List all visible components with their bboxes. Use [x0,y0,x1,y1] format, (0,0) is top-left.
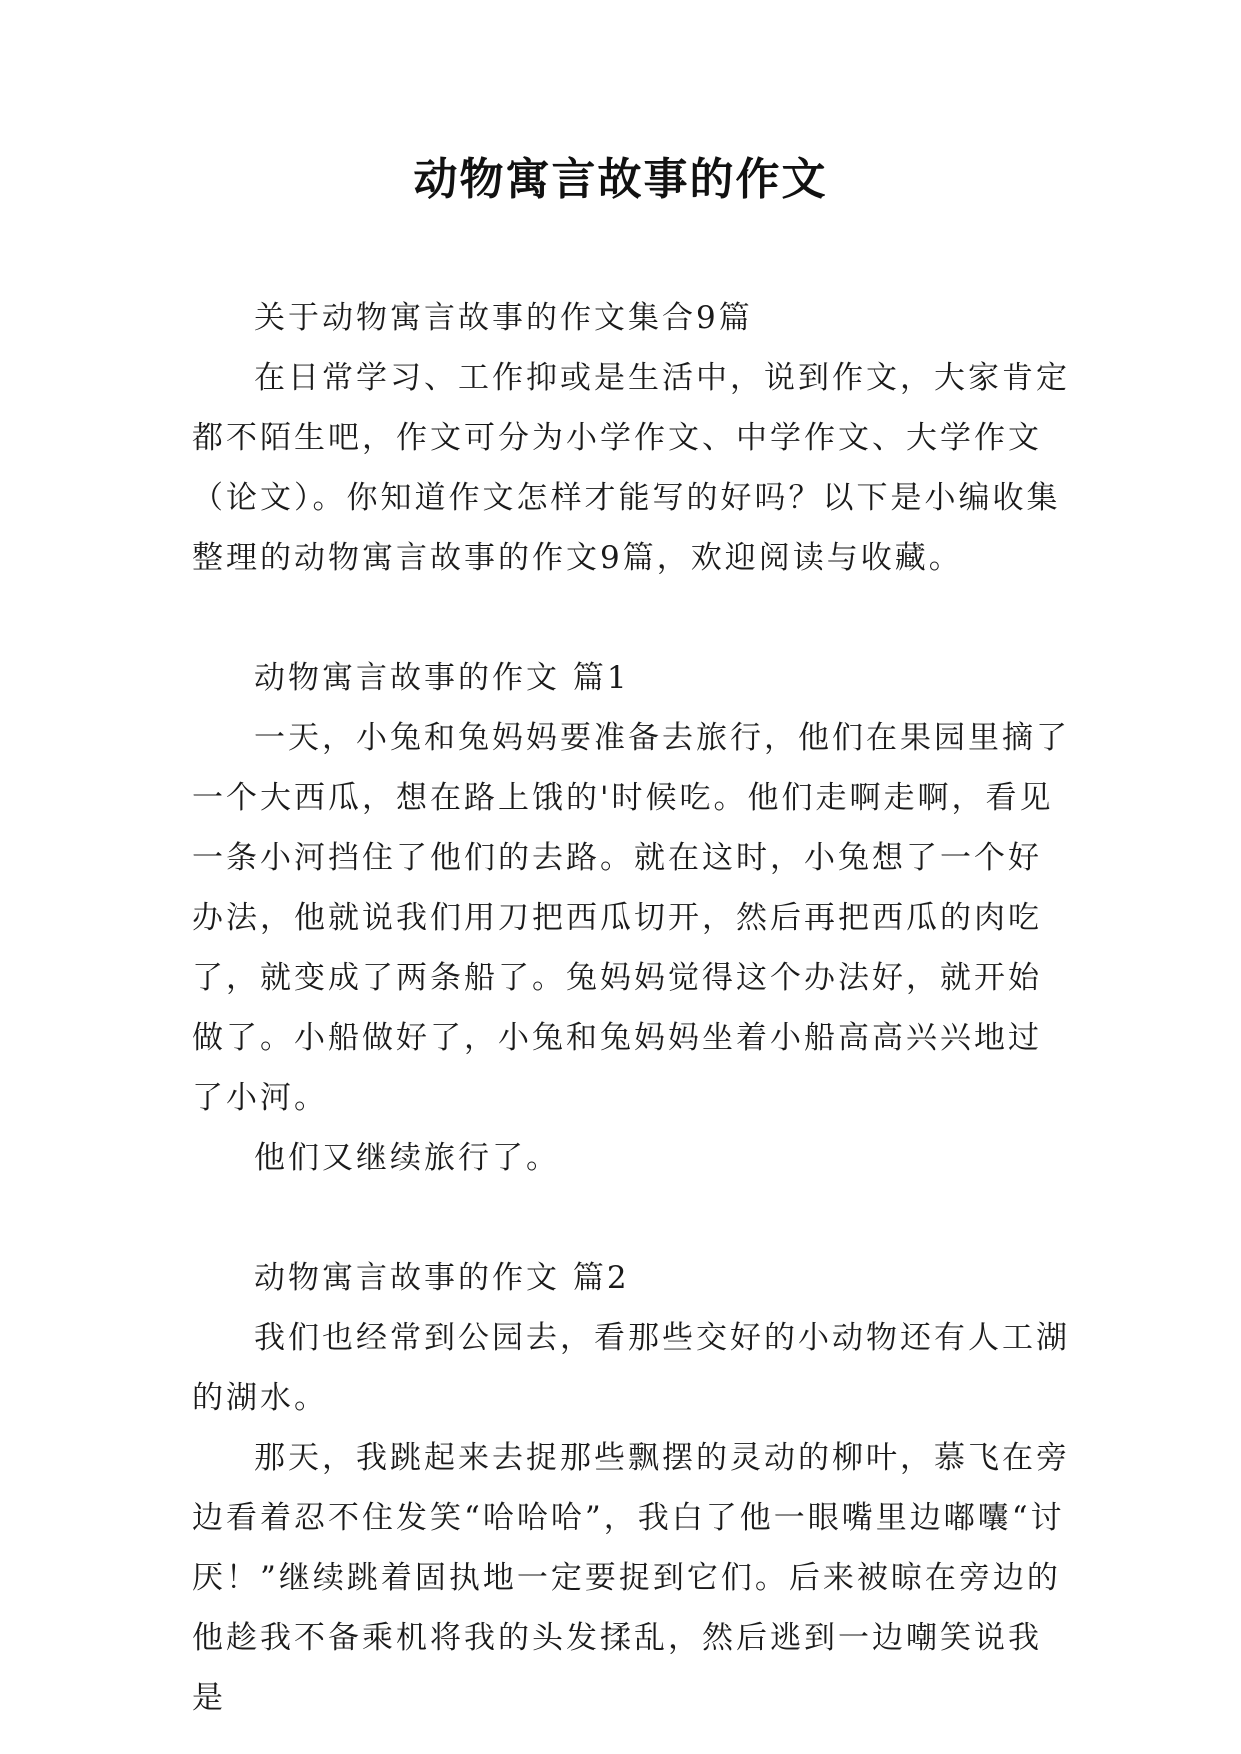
section-1-paragraph-2: 他们又继续旅行了。 [254,1140,560,1176]
intro-paragraph: 在日常学习、工作抑或是生活中，说到作文，大家肯定都不陌生吧，作文可分为小学作文、中学作文、大学作文（论文）。你知道作文怎样才能写的好吗？以下是小编收集整理的动物寓言故事的作文9篇，欢迎阅读与收藏。 [192,360,1070,576]
document-title: 动物寓言故事的作文 [413,154,828,205]
section-gap [192,588,1072,648]
section-2-paragraph-2: 那天，我跳起来去捉那些飘摆的灵动的柳叶，慕飞在旁边看着忍不住发笑“哈哈哈”，我白了他一眼嘴里边嘟囔“讨厌！”继续跳着固执地一定要捉到它们。后来被晾在旁边的他趁我不备乘机将我的头发揉乱，然后逃到一边嘲笑说我是 [192,1440,1070,1716]
section-heading-1: 动物寓言故事的作文 篇1 [254,660,630,696]
section-heading-2: 动物寓言故事的作文 篇2 [254,1260,630,1296]
section-gap [192,1188,1072,1248]
intro-line: 关于动物寓言故事的作文集合9篇 [254,300,753,336]
section-2-paragraph-1: 我们也经常到公园去，看那些交好的小动物还有人工湖的湖水。 [192,1320,1070,1416]
section-1-paragraph-1: 一天，小兔和兔妈妈要准备去旅行，他们在果园里摘了一个大西瓜，想在路上饿的'时候吃。他们走啊走啊，看见一条小河挡住了他们的去路。就在这时，小兔想了一个好办法，他就说我们用刀把西瓜切开，然后再把西瓜的肉吃了，就变成了两条船了。兔妈妈觉得这个办法好，就开始做了。小船做好了，小兔和兔妈妈坐着小船高高兴兴地过了小河。 [192,720,1070,1116]
document-body [192,288,1072,1728]
